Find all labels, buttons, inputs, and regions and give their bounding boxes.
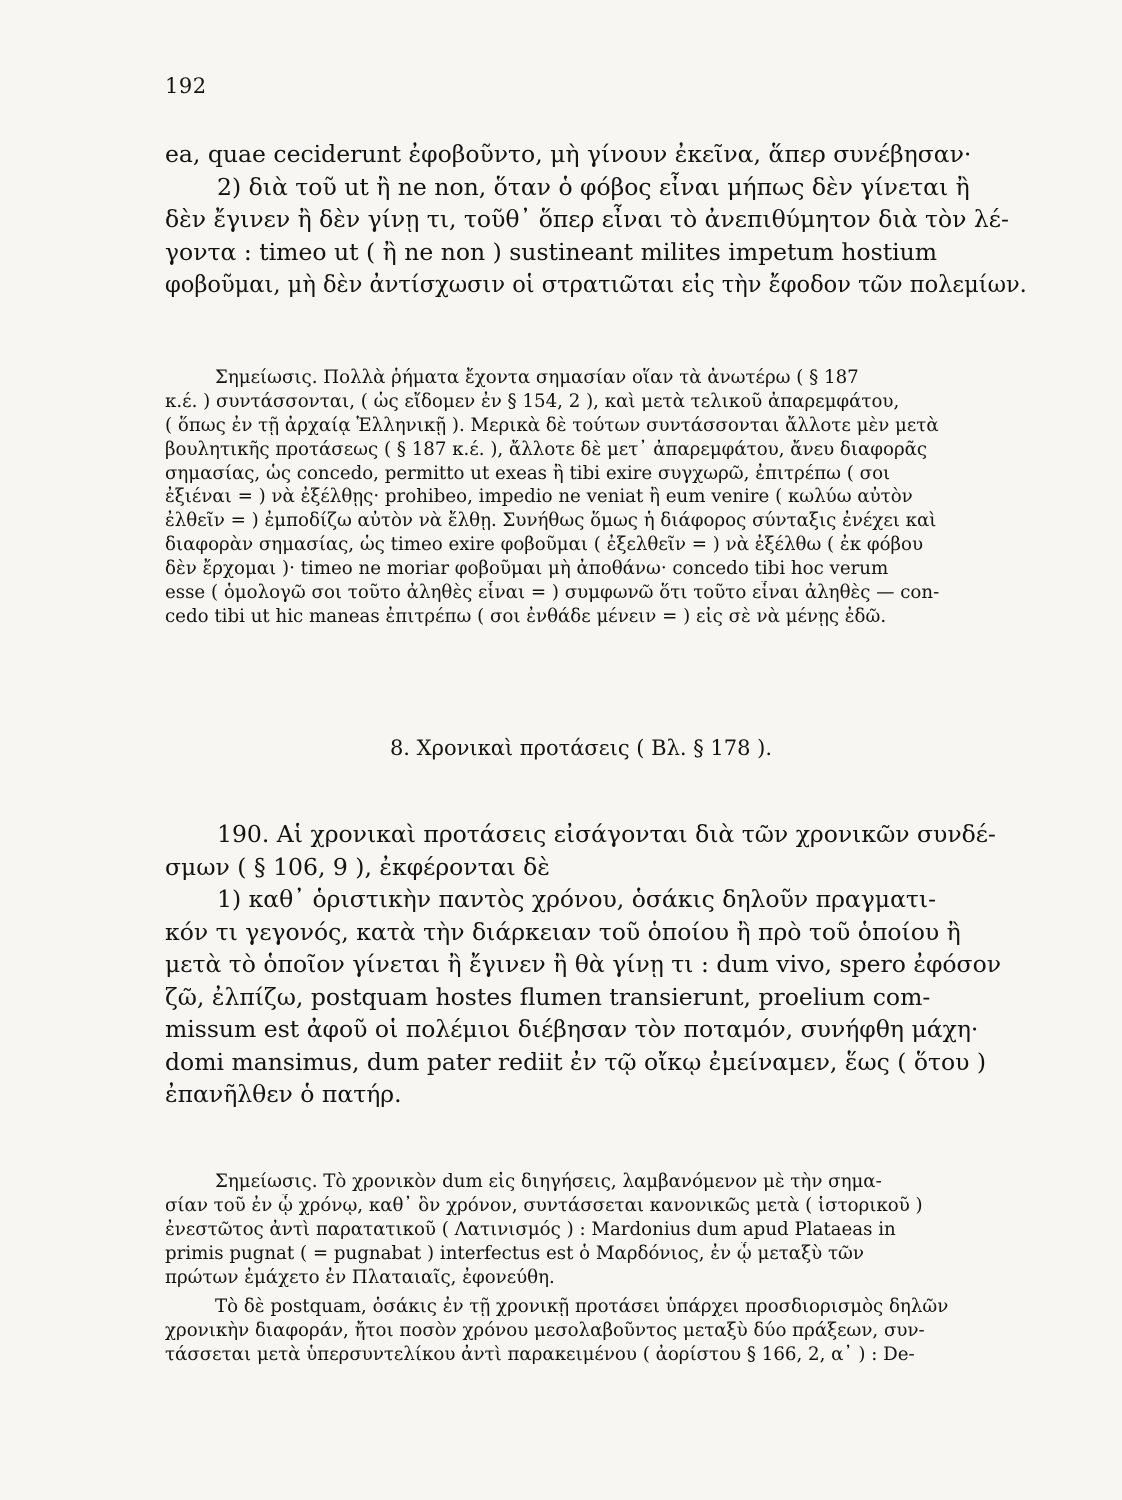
text-line: esse ( ὁμολογῶ σοι τοῦτο ἀληθὲς εἶναι = ) συμφωνῶ ὅτι τοῦτο εἶναι ἀληθὲς — con- <box>165 582 940 604</box>
text-line: δὲν ἔρχομαι )· timeo ne moriar φοβοῦμαι μὴ ἀποθάνω· concedo tibi hoc verum <box>165 558 889 580</box>
text-line: 1) καθ᾽ ὁριστικὴν παντὸς χρόνου, ὁσάκις δηλοῦν πραγματι- <box>217 885 937 913</box>
text-line: Σημείωσις. Πολλὰ ῥήματα ἔχοντα σημασίαν οἵαν τὰ ἀνωτέρω ( § 187 <box>215 367 859 388</box>
text-line: missum est ἀφοῦ οἱ πολέμιοι διέβησαν τὸν ποταμόν, συνήφθη μάχη· <box>165 1015 979 1043</box>
text-line: δὲν ἔγινεν ἢ δὲν γίνῃ τι, τοῦθ᾽ ὅπερ εἶναι τὸ ἀνεπιθύμητον διὰ τὸν λέ- <box>165 205 1009 233</box>
text-line: διαφορὰν σημασίας, ὡς timeo exire φοβοῦμαι ( ἐξελθεῖν = ) νὰ ἐξέλθω ( ἐκ φόβου <box>165 534 924 556</box>
page-number: 192 <box>165 74 207 98</box>
text-line: σίαν τοῦ ἐν ᾧ χρόνῳ, καθ᾽ ὃν χρόνον, συντάσσεται κανονικῶς μετὰ ( ἱστορικοῦ ) <box>165 1194 923 1216</box>
text-line: ἐλθεῖν = ) ἐμποδίζω αὐτὸν νὰ ἔλθῃ. Συνήθως ὅμως ἡ διάφορος σύνταξις ἐνέχει καὶ <box>165 510 937 532</box>
text-line: σμων ( § 106, 9 ), ἐκφέρονται δὲ <box>165 852 550 881</box>
text-line: χρονικὴν διαφοράν, ἤτοι ποσὸν χρόνου μεσολαβοῦντος μεταξὺ δύο πράξεων, συν- <box>165 1320 925 1342</box>
note-verbs-of-fear <box>165 366 1027 629</box>
text-line: γοντα : timeo ut ( ἢ ne non ) sustineant milites impetum hostium <box>165 237 938 266</box>
text-line: ἐξιέναι = ) νὰ ἐξέλθῃς· prohibeo, impedio ne veniat ἢ eum venire ( κωλύω αὐτὸν <box>165 486 913 508</box>
text-line: domi mansimus, dum pater rediit ἐν τῷ οἴκῳ ἐμείναμεν, ἕως ( ὅτου ) <box>165 1047 987 1076</box>
text-line: φοβοῦμαι, μὴ δὲν ἀντίσχωσιν οἱ στρατιῶται εἰς τὴν ἔφοδον τῶν πολεμίων. <box>165 270 1027 298</box>
text-line: πρώτων ἐμάχετο ἐν Πλαταιαῖς, ἐφονεύθη. <box>165 1266 555 1288</box>
paragraph-fear-clauses <box>165 138 1027 301</box>
text-line: 190. Αἱ χρονικαὶ προτάσεις εἰσάγονται διὰ τῶν χρονικῶν συνδέ- <box>217 820 996 848</box>
text-line: ἐπανῆλθεν ὁ πατήρ. <box>165 1080 402 1108</box>
text-line: cedo tibi ut hic maneas ἐπιτρέπω ( σοι ἐνθάδε μένειν = ) εἰς σὲ νὰ μένῃς ἐδῶ. <box>165 605 887 627</box>
text-line: σημασίας, ὡς concedo, permitto ut exeas ἢ tibi exire συγχωρῶ, ἐπιτρέπω ( σοι <box>165 462 891 484</box>
text-line: primis pugnat ( = pugnabat ) interfectus est ὁ Μαρδόνιος, ἐν ᾧ μεταξὺ τῶν <box>165 1242 864 1264</box>
text-line: ea, quae ceciderunt ἐφοβοῦντο, μὴ γίνουν ἐκεῖνα, ἅπερ συνέβησαν· <box>165 140 972 168</box>
text-line: ζῶ, ἐλπίζω, postquam hostes flumen transierunt, proelium com- <box>165 982 931 1011</box>
paragraph-temporal-clauses <box>165 818 1027 1111</box>
text-line: μετὰ τὸ ὁποῖον γίνεται ἢ ἔγινεν ἢ θὰ γίνῃ τι : dum vivo, spero ἐφόσον <box>165 950 1002 978</box>
text-line: κόν τι γεγονός, κατὰ τὴν διάρκειαν τοῦ ὁποίου ἢ πρὸ τοῦ ὁποίου ἢ <box>165 917 961 946</box>
note-dum-postquam <box>165 1170 1027 1367</box>
text-line: ἐνεστῶτος ἀντὶ παρατατικοῦ ( Λατινισμός ) : Mardonius dum apud Plataeas in <box>165 1218 896 1240</box>
text-line: ( ὅπως ἐν τῇ ἀρχαίᾳ Ἑλληνικῇ ). Μερικὰ δὲ τούτων συντάσσονται ἄλλοτε μὲν μετὰ <box>165 414 939 436</box>
text-line: κ.έ. ) συντάσσονται, ( ὡς εἴδομεν ἐν § 154, 2 ), καὶ μετὰ τελικοῦ ἀπαρεμφάτου, <box>165 390 900 412</box>
text-line: 2) διὰ τοῦ ut ἢ ne non, ὅταν ὁ φόβος εἶναι μήπως δὲν γίνεται ἢ <box>217 172 970 201</box>
text-line: βουλητικῆς προτάσεως ( § 187 κ.έ. ), ἄλλοτε δὲ μετ᾽ ἀπαρεμφάτου, ἄνευ διαφορᾶς <box>165 438 928 460</box>
text-line: τάσσεται μετὰ ὑπερσυντελίκου ἀντὶ παρακειμένου ( ἀορίστου § 166, 2, α᾽ ) : De- <box>165 1344 915 1366</box>
section-heading: 8. Χρονικαὶ προτάσεις ( Βλ. § 178 ). <box>389 736 773 760</box>
text-line: Τὸ δὲ postquam, ὁσάκις ἐν τῇ χρονικῇ προτάσει ὑπάρχει προσδιορισμὸς δηλῶν <box>215 1296 949 1318</box>
text-line: Σημείωσις. Τὸ χρονικὸν dum εἰς διηγήσεις, λαμβανόμενον μὲ τὴν σημα- <box>215 1171 882 1192</box>
